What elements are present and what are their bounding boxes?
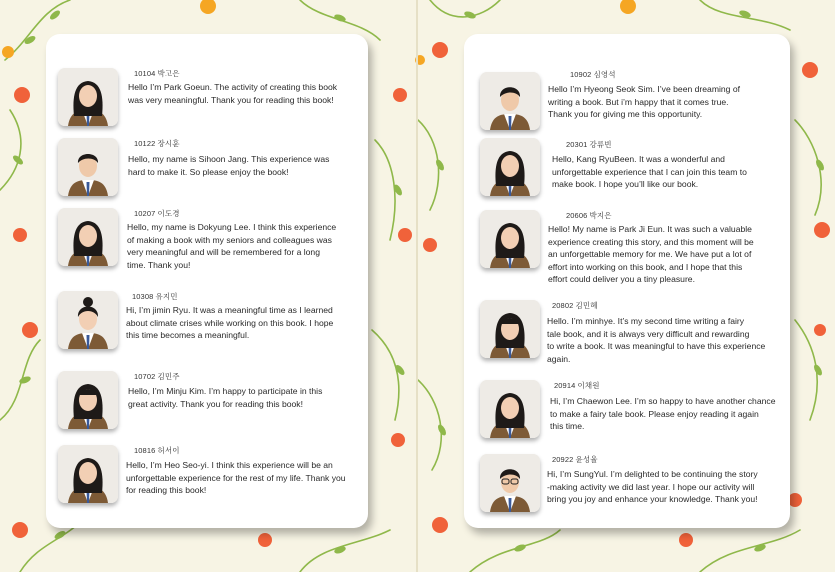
student-id: 10816 허서이 — [134, 446, 180, 455]
student-message: Hi, I’m Chaewon Lee. I’m so happy to have another chance to make a fairy tale book. Please enjoy reading it again this time. — [550, 396, 776, 432]
student-message: Hello. I’m minhye. It’s my second time writing a fairy tale book, and it is always very difficult and rewarding to write a book. It was meaningful to have this experience again. — [547, 316, 766, 364]
student-message: Hello, I’m Minju Kim. I’m happy to participate in this great activity. Thank you for reading this book! — [128, 386, 323, 409]
student-id: 20606 박지은 — [566, 211, 612, 220]
student-id: 20301 강류빈 — [566, 140, 612, 149]
student-id: 10308 유지민 — [132, 292, 178, 301]
student-photo — [58, 208, 118, 266]
left-page-panel — [46, 34, 368, 528]
student-photo — [480, 210, 540, 268]
student-photo — [480, 72, 540, 130]
student-message: Hello, I’m Heo Seo-yi. I think this experience will be an unforgettable experience for the rest of my life. Thank you for reading this book! — [126, 460, 346, 496]
student-message: Hi, I’m SungYul. I’m delighted to be continuing the story -making activity we did last year. I hope our activity will bring you joy and enhance your knowledge. Thank you! — [547, 469, 758, 505]
student-photo — [58, 371, 118, 429]
student-message: Hello! My name is Park Ji Eun. It was such a valuable experience creating this story, and this moment will be an unforgettable memory for me. We have put a lot of effort into working on this book, and I hope that this effort could deliver you a tiny pleasure. — [548, 224, 754, 285]
student-id: 20914 이채원 — [554, 381, 600, 390]
student-photo — [480, 300, 540, 358]
student-id: 20802 김민혜 — [552, 301, 598, 310]
student-message: Hello I’m Hyeong Seok Sim. I’ve been dreaming of writing a book. But i’m happy that it comes true. Thank you for giving me this opportunity. — [548, 84, 741, 120]
student-id: 10104 박고은 — [134, 69, 180, 78]
right-page-panel — [464, 34, 790, 528]
student-photo — [480, 454, 540, 512]
student-message: Hello, Kang RyuBeen. It was a wonderful and unforgettable experience that I can join this team to make book. I hope you’ll like our book. — [552, 154, 747, 190]
student-id: 10702 김민주 — [134, 372, 180, 381]
student-photo — [480, 138, 540, 196]
student-message: Hi, I’m jimin Ryu. It was a meaningful time as I learned about climate crises while working on this book. I hope this time becomes a meaningful. — [126, 305, 334, 341]
student-message: Hello I’m Park Goeun. The activity of creating this book was very meaningful. Thank you for reading this book! — [128, 82, 338, 105]
student-id: 10207 이도경 — [134, 209, 180, 218]
student-id: 20922 윤성율 — [552, 455, 598, 464]
student-id: 10902 심영석 — [570, 70, 616, 79]
student-photo — [58, 445, 118, 503]
page-divider — [416, 0, 418, 572]
student-photo — [58, 68, 118, 126]
student-id: 10122 장시훈 — [134, 139, 180, 148]
student-message: Hello, my name is Dokyung Lee. I think this experience of making a book with my seniors and colleagues was very meaningful and will be remembered for a long time. Thank you! — [127, 222, 337, 270]
student-photo — [58, 291, 118, 349]
student-photo — [58, 138, 118, 196]
student-message: Hello, my name is Sihoon Jang. This experience was hard to make it. So please enjoy the book! — [128, 154, 330, 177]
student-photo — [480, 380, 540, 438]
